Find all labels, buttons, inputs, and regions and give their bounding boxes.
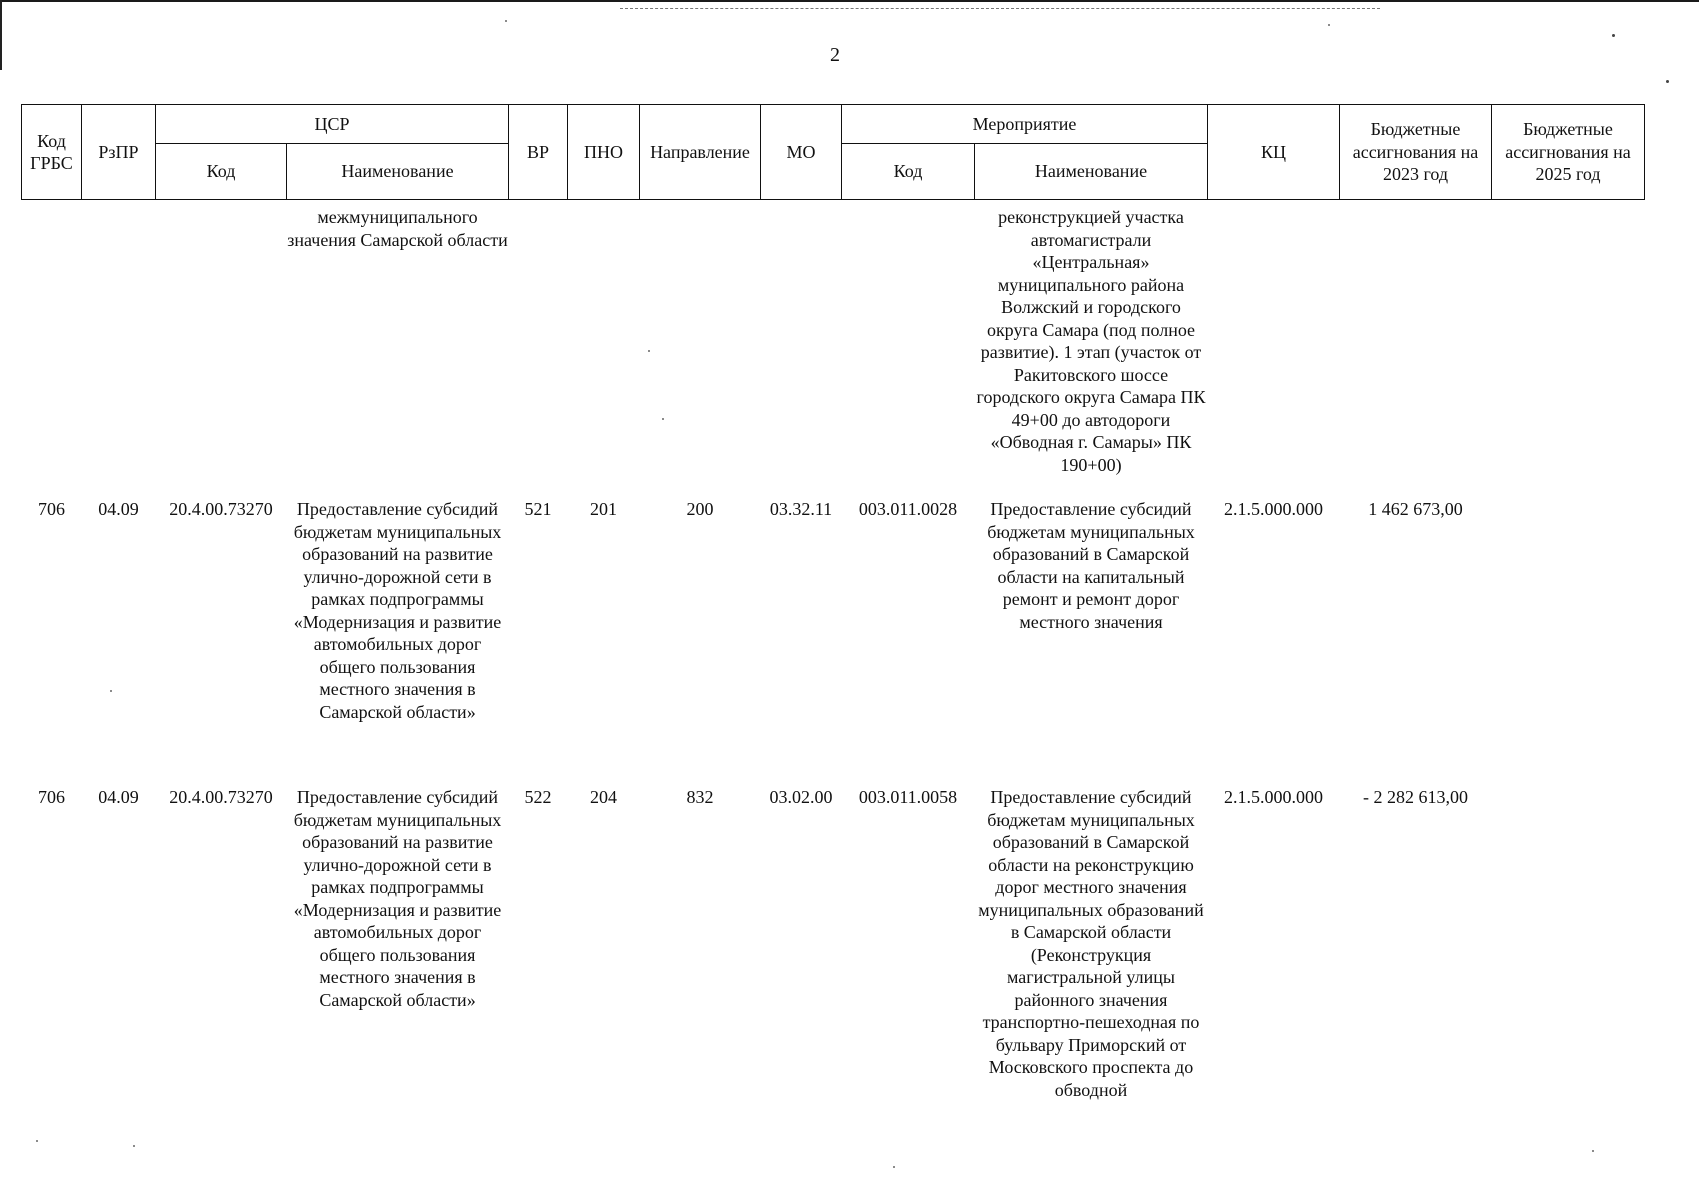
header-csr: ЦСР xyxy=(156,105,509,144)
cell-pno: 201 xyxy=(590,499,617,519)
cell-budget-2025 xyxy=(1492,200,1645,497)
header-rzpr: РзПР xyxy=(82,105,156,200)
scan-speck xyxy=(1328,24,1330,26)
cell-csr-kod xyxy=(156,200,287,497)
cell-budget-2023 xyxy=(1340,200,1492,497)
cell-pno: 204 xyxy=(590,787,617,807)
table-row xyxy=(22,782,1645,1101)
cell-mer-kod: 003.011.0028 xyxy=(858,499,958,519)
cell-mo xyxy=(761,200,842,497)
cell-kc: 2.1.5.000.000 xyxy=(1224,787,1323,807)
scan-speck xyxy=(133,1145,135,1147)
header-budget-2025: Бюджетные ассигнования на 2025 год xyxy=(1492,105,1645,200)
cell-csr-kod: 20.4.00.73270 xyxy=(169,787,273,807)
cell-mer-name: Предоставление субсидий бюджетам муниципальных образований в Самарской области на реконструкцию дорог местного значения муниципальных образований в Самарской области (Реконструкция магистральной улицы районного значения транспортно-пешеходная по бульвару Приморский от Московского проспекта до обводной xyxy=(978,787,1204,1100)
cell-vr: 521 xyxy=(524,499,552,519)
top-border-line xyxy=(0,0,1699,2)
scan-speck xyxy=(893,1166,895,1168)
header-mer-kod: Код xyxy=(842,144,975,200)
scan-speck xyxy=(36,1140,38,1142)
header-kc: КЦ xyxy=(1208,105,1340,200)
header-mo: МО xyxy=(761,105,842,200)
scan-speck xyxy=(1592,1150,1594,1152)
cell-budget-2023: 1 462 673,00 xyxy=(1368,499,1463,519)
cell-rzpr xyxy=(82,200,156,497)
scan-artifact-line xyxy=(620,8,1380,9)
cell-rzpr: 04.09 xyxy=(98,499,139,519)
page-number: 2 xyxy=(830,44,840,66)
scan-speck xyxy=(1612,34,1615,37)
table-header xyxy=(22,105,1645,200)
header-vr: ВР xyxy=(509,105,568,200)
cell-budget-2023: - 2 282 613,00 xyxy=(1363,787,1468,807)
cell-csr-kod: 20.4.00.73270 xyxy=(169,499,273,519)
left-border-line xyxy=(0,0,2,70)
cell-kc: 2.1.5.000.000 xyxy=(1224,499,1323,519)
table-row xyxy=(22,496,1645,782)
cell-mer-kod: 003.011.0058 xyxy=(858,787,958,807)
scan-speck xyxy=(648,350,650,352)
cell-mer-name: реконструкцией участка автомагистрали «Центральная» муниципального района Волжский и городского округа Самара (под полное развитие). 1 этап (участок от Ракитовского шоссе городского округа Самара ПК 49+00 до автодороги «Обводная г. Самары» ПК 190+00) xyxy=(975,200,1208,497)
cell-mer-name: Предоставление субсидий бюджетам муниципальных образований в Самарской области на капитальный ремонт и ремонт дорог местного значения xyxy=(987,499,1195,632)
cell-budget-2025 xyxy=(1492,496,1645,782)
header-mer-name: Наименование xyxy=(975,144,1208,200)
cell-csr-name: Предоставление субсидий бюджетам муниципальных образований на развитие улично-дорожной сети в рамках подпрограммы «Модернизация и развитие автомобильных дорог общего пользования местного значения в Самарской области» xyxy=(293,787,502,1010)
cell-napravlenie: 832 xyxy=(686,787,714,807)
cell-rzpr: 04.09 xyxy=(98,787,139,807)
header-napravlenie: Направление xyxy=(640,105,761,200)
cell-mo: 03.32.11 xyxy=(769,499,833,519)
header-csr-name: Наименование xyxy=(287,144,509,200)
cell-mo: 03.02.00 xyxy=(769,787,833,807)
header-budget-2023: Бюджетные ассигнования на 2023 год xyxy=(1340,105,1492,200)
scan-speck xyxy=(1666,80,1669,83)
table-row xyxy=(22,200,1645,497)
cell-mer-kod xyxy=(842,200,975,497)
cell-csr-name: Предоставление субсидий бюджетам муниципальных образований на развитие улично-дорожной сети в рамках подпрограммы «Модернизация и развитие автомобильных дорог общего пользования местного значения в Самарской области» xyxy=(293,499,502,722)
scan-speck xyxy=(110,690,112,692)
cell-vr xyxy=(509,200,568,497)
budget-table xyxy=(21,104,1645,1101)
cell-kc xyxy=(1208,200,1340,497)
scan-speck xyxy=(505,20,507,22)
cell-kod-grbs: 706 xyxy=(38,787,65,807)
header-pno: ПНО xyxy=(568,105,640,200)
cell-kod-grbs xyxy=(22,200,82,497)
cell-napravlenie xyxy=(640,200,761,497)
header-kod-grbs: Код ГРБС xyxy=(22,105,82,200)
cell-vr: 522 xyxy=(524,787,552,807)
cell-kod-grbs: 706 xyxy=(38,499,65,519)
header-meropriyatie: Мероприятие xyxy=(842,105,1208,144)
cell-csr-name: межмуниципального значения Самарской области xyxy=(287,200,509,497)
header-csr-kod: Код xyxy=(156,144,287,200)
cell-budget-2025 xyxy=(1492,782,1645,1101)
scan-speck xyxy=(662,418,664,420)
cell-pno xyxy=(568,200,640,497)
cell-napravlenie: 200 xyxy=(686,499,714,519)
